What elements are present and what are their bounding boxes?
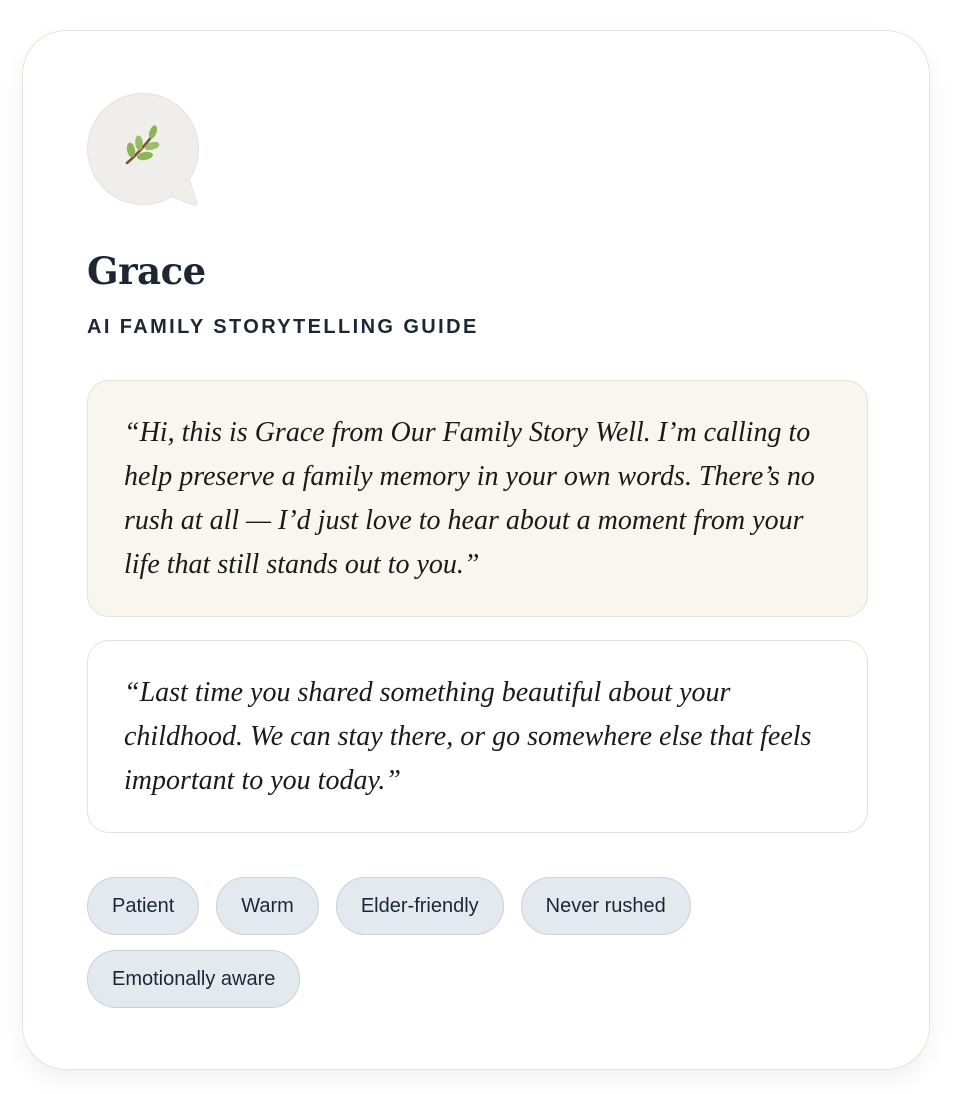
persona-card [22, 30, 930, 1070]
followup-quote: “Last time you shared something beautiful about your childhood. We can stay there, or go somewhere else that feels important to you today.” [87, 640, 868, 833]
trait-tags [87, 877, 868, 1008]
tag-patient: Patient [87, 877, 199, 935]
intro-quote: “Hi, this is Grace from Our Family Story Well. I’m calling to help preserve a family memory in your own words. There’s no rush at all — I’d just love to hear about a moment from your life that still stands out to you.” [87, 380, 868, 617]
persona-name: Grace [87, 249, 206, 293]
tag-warm: Warm [216, 877, 319, 935]
tag-emotionally-aware: Emotionally aware [87, 950, 300, 1008]
tag-elder-friendly: Elder-friendly [336, 877, 504, 935]
persona-role: AI FAMILY STORYTELLING GUIDE [87, 316, 479, 338]
olive-branch-icon [119, 123, 167, 171]
speech-bubble-tail-icon [169, 177, 199, 207]
tag-never-rushed: Never rushed [521, 877, 691, 935]
